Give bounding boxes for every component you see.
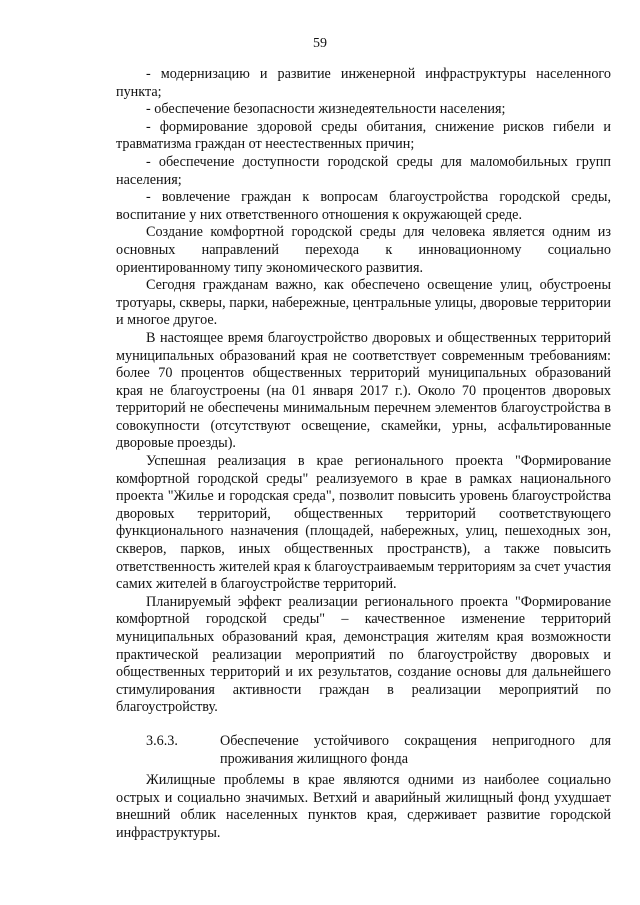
section-number: 3.6.3.	[146, 732, 178, 749]
paragraph-citizens-priorities: Сегодня гражданам важно, как обеспечено освещение улиц, обустроены тротуары, скверы, парки, набережные, центральные улицы, дворовые территории и многое другое.	[116, 277, 611, 329]
list-item-safety: - обеспечение безопасности жизнедеятельности населения;	[146, 101, 506, 118]
document-body	[116, 66, 611, 843]
section-title: Обеспечение устойчивого сокращения непригодного для проживания жилищного фонда	[220, 732, 611, 767]
list-item-healthy-environment: - формирование здоровой среды обитания, снижение рисков гибели и травматизма граждан от неестественных причин;	[116, 118, 611, 153]
section-heading	[116, 733, 611, 768]
page-number: 59	[313, 36, 327, 51]
paragraph-planned-effect: Планируемый эффект реализации регионального проекта "Формирование комфортной городской среды" – качественное изменение территорий муниципальных образований края, демонстрация жителям края возможности практической реализации мероприятий по благоустройству дворовых и общественных территорий и их результатов, создание основы для дальнейшего стимулирования активности граждан в реализации мероприятий по благоустройству.	[116, 593, 611, 716]
paragraph-regional-project: Успешная реализация в крае регионального проекта "Формирование комфортной городской среды" реализуемого в крае в рамках национального проекта "Жилье и городская среда", позволит повысить уровень благоустройства дворовых территорий, общественных территорий соответствующего функционального назначения (площадей, набережных, улиц, пешеходных зон, скверов, парков, иных общественных пространств), а также повысить ответственность жителей края к благоустраиваемым территориям за счет участия самих жителей в благоустройстве территорий.	[116, 453, 611, 593]
paragraph-comfortable-environment: Создание комфортной городской среды для человека является одним из основных направлений перехода к инновационному социально ориентированному типу экономического развития.	[116, 224, 611, 276]
list-item-accessibility: - обеспечение доступности городской среды для маломобильных групп населения;	[116, 153, 611, 188]
list-item-infrastructure: - модернизацию и развитие инженерной инфраструктуры населенного пункта;	[116, 66, 611, 100]
paragraph-housing-problems: Жилищные проблемы в крае являются одними из наиболее социально острых и социально значимых. Ветхий и аварийный жилищный фонд ухудшает внешний облик населенных пунктов края, сдерживает развитие городской инфраструктуры.	[116, 772, 611, 841]
paragraph-current-state: В настоящее время благоустройство дворовых и общественных территорий муниципальных образований края не соответствует современным требованиям: более 70 процентов общественных территорий муниципальных образований края не благоустроены (на 01 января 2017 г.). Около 70 процентов дворовых территорий не обеспечены минимальным перечнем элементов благоустройства в совокупности (отсутствуют освещение, скамейки, урны, асфальтированные дворовые проезды).	[116, 329, 611, 452]
list-item-citizen-involvement: - вовлечение граждан к вопросам благоустройства городской среды, воспитание у них ответственного отношения к окружающей среде.	[116, 189, 611, 223]
